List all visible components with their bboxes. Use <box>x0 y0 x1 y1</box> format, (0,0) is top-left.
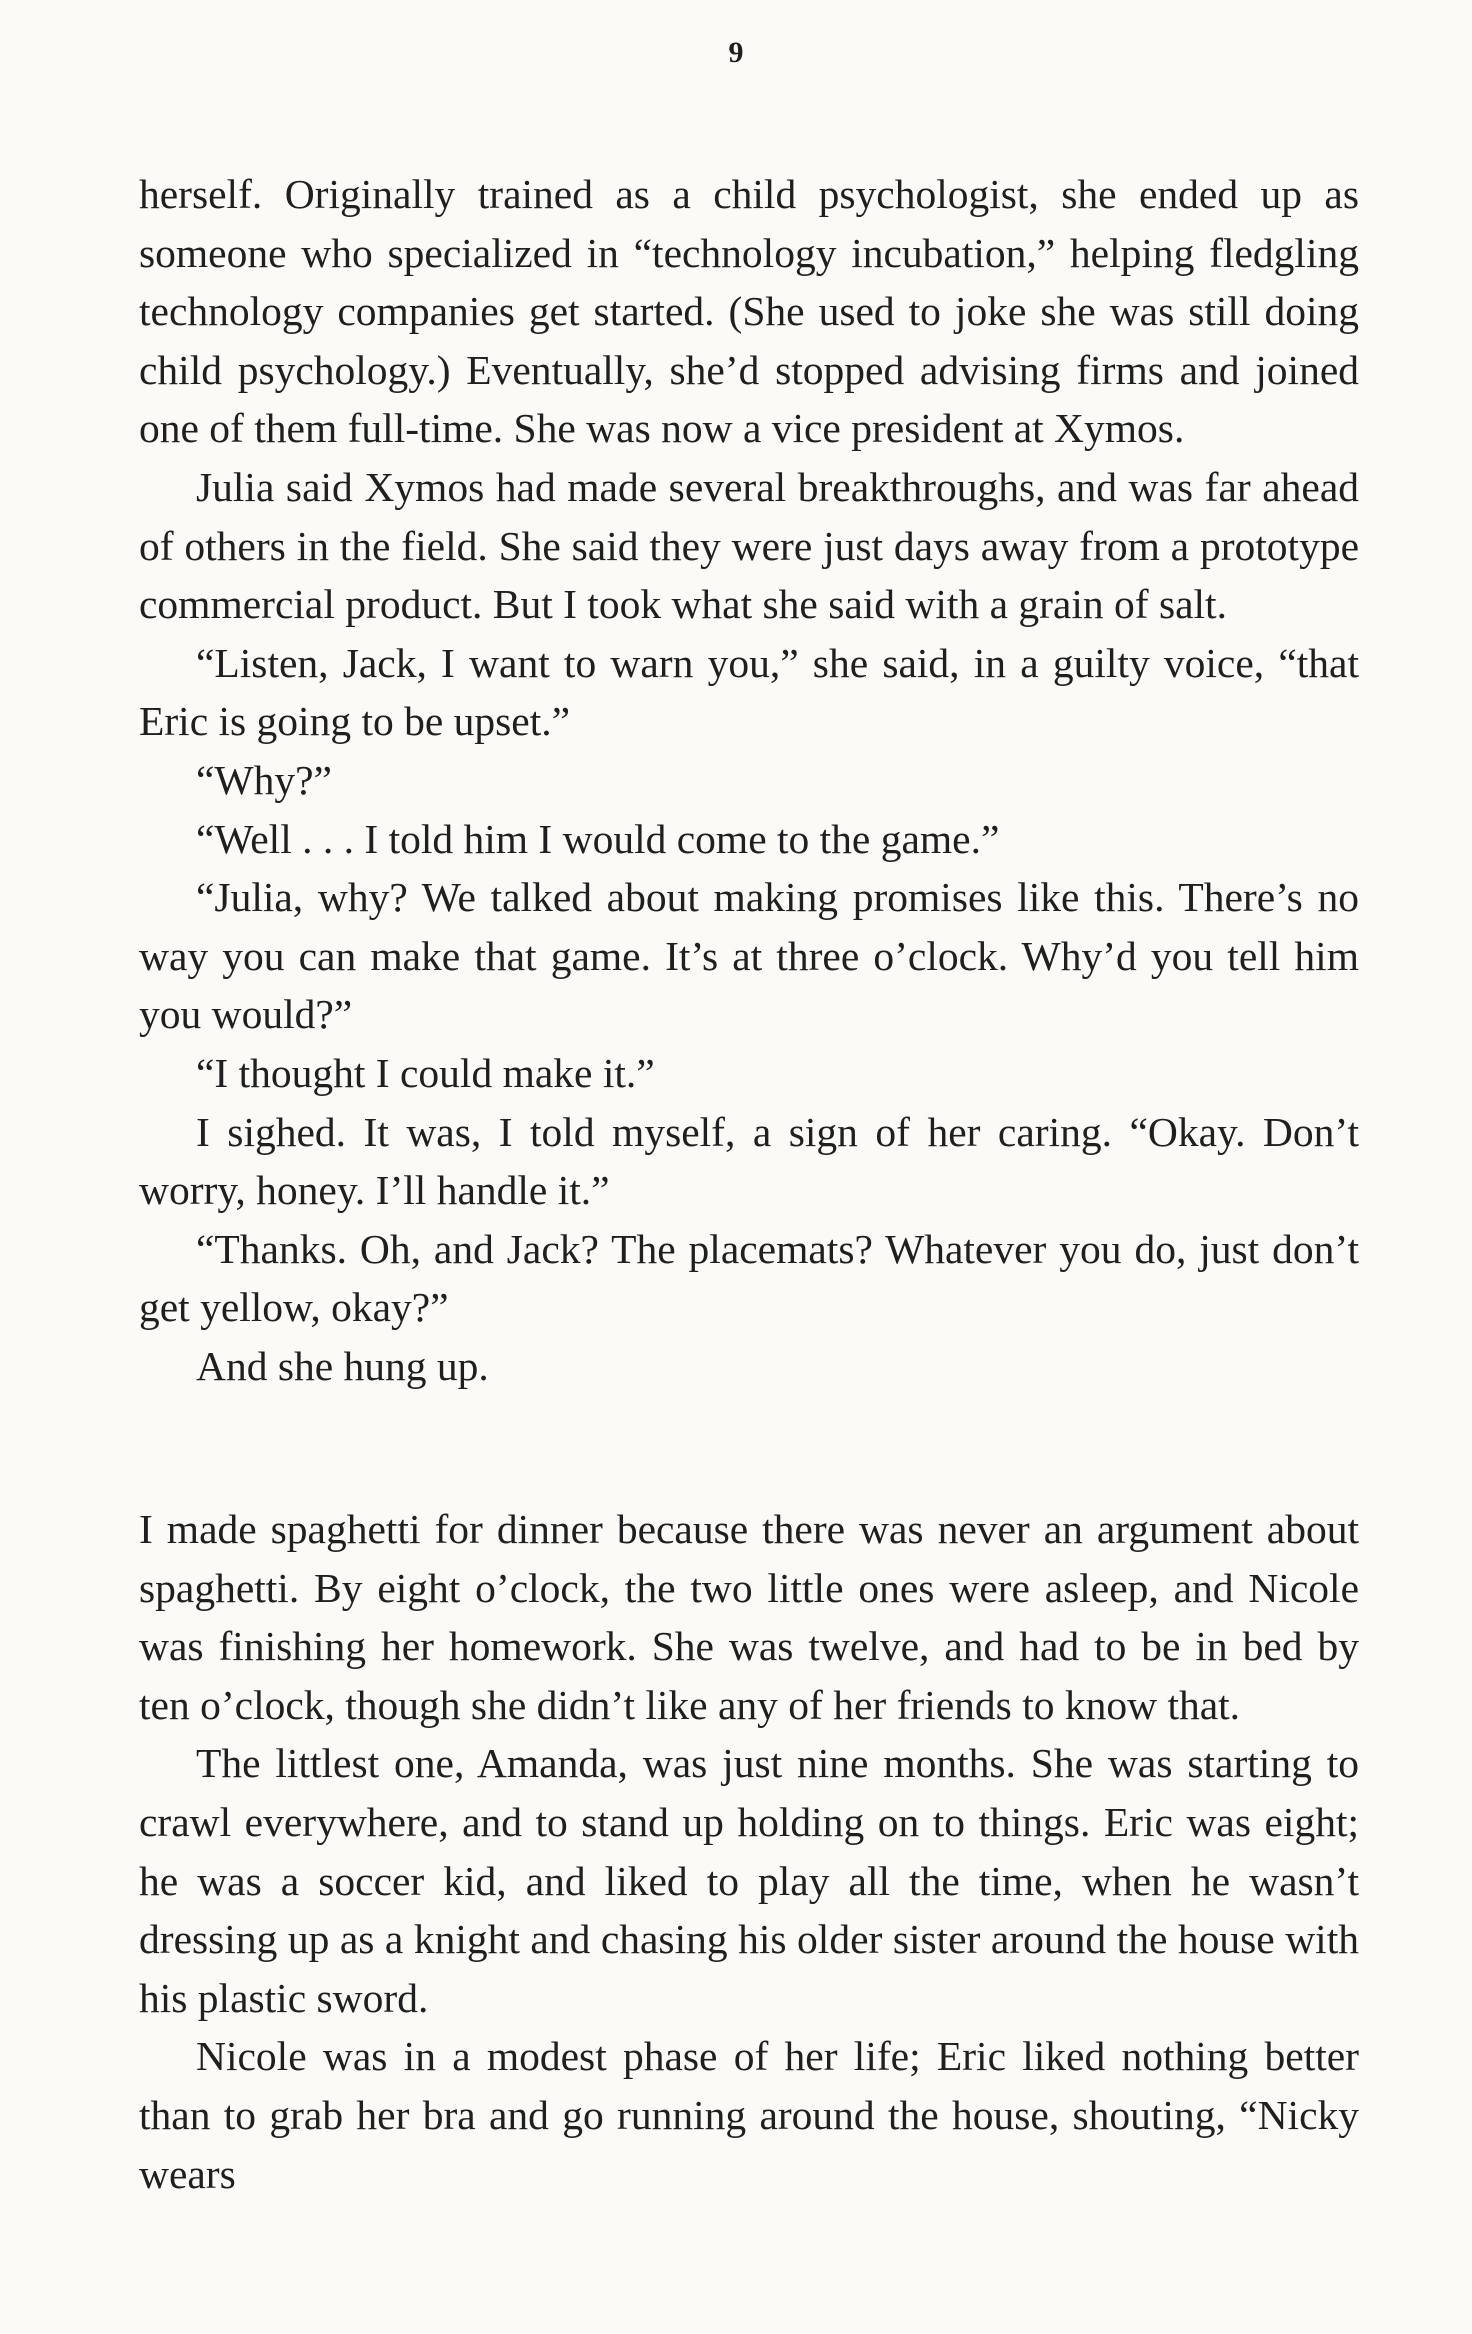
paragraph: “Thanks. Oh, and Jack? The placemats? Whatever you do, just don’t get yellow, okay?” <box>139 1225 1359 1331</box>
paragraph: Nicole was in a modest phase of her life; Eric liked nothing better than to grab her bra and go running around the house, shouting, “Nicky wears <box>139 2033 1359 2197</box>
paragraph: “Why?” <box>196 756 332 803</box>
paragraph: The littlest one, Amanda, was just nine months. She was starting to crawl everywhere, and to stand up holding on to things. Eric was eight; he was a soccer kid, and liked to play all the time, when he wasn’t dressing up as a knight and chasing his older sister around the house with his plastic sword. <box>139 1740 1359 2021</box>
paragraph: “Listen, Jack, I want to warn you,” she said, in a guilty voice, “that Eric is going to be upset.” <box>139 639 1359 745</box>
text-section-2 <box>139 1500 1359 2203</box>
paragraph: herself. Originally trained as a child psychologist, she ended up as someone who specialized in “technology incubation,” helping fledgling technology companies get started. (She used to joke she was still doing child psychology.) Eventually, she’d stopped advising firms and joined one of them full-time. She was now a vice president at Xymos. <box>139 171 1359 452</box>
paragraph: I sighed. It was, I told myself, a sign of her caring. “Okay. Don’t worry, honey. I’ll handle it.” <box>139 1108 1359 1214</box>
paragraph: “Well . . . I told him I would come to the game.” <box>196 815 1000 862</box>
paragraph: “Julia, why? We talked about making promises like this. There’s no way you can make that game. It’s at three o’clock. Why’d you tell him you would?” <box>139 874 1359 1038</box>
paragraph: And she hung up. <box>196 1342 489 1389</box>
text-section-1 <box>139 165 1359 1395</box>
page-number: 9 <box>728 36 744 69</box>
paragraph: Julia said Xymos had made several breakthroughs, and was far ahead of others in the field. She said they were just days away from a prototype commercial product. But I took what she said with a grain of salt. <box>139 463 1359 628</box>
paragraph: “I thought I could make it.” <box>196 1049 655 1096</box>
paragraph: I made spaghetti for dinner because there was never an argument about spaghetti. By eight o’clock, the two little ones were asleep, and Nicole was finishing her homework. She was twelve, and had to be in bed by ten o’clock, though she didn’t like any of her friends to know that. <box>139 1506 1359 1728</box>
